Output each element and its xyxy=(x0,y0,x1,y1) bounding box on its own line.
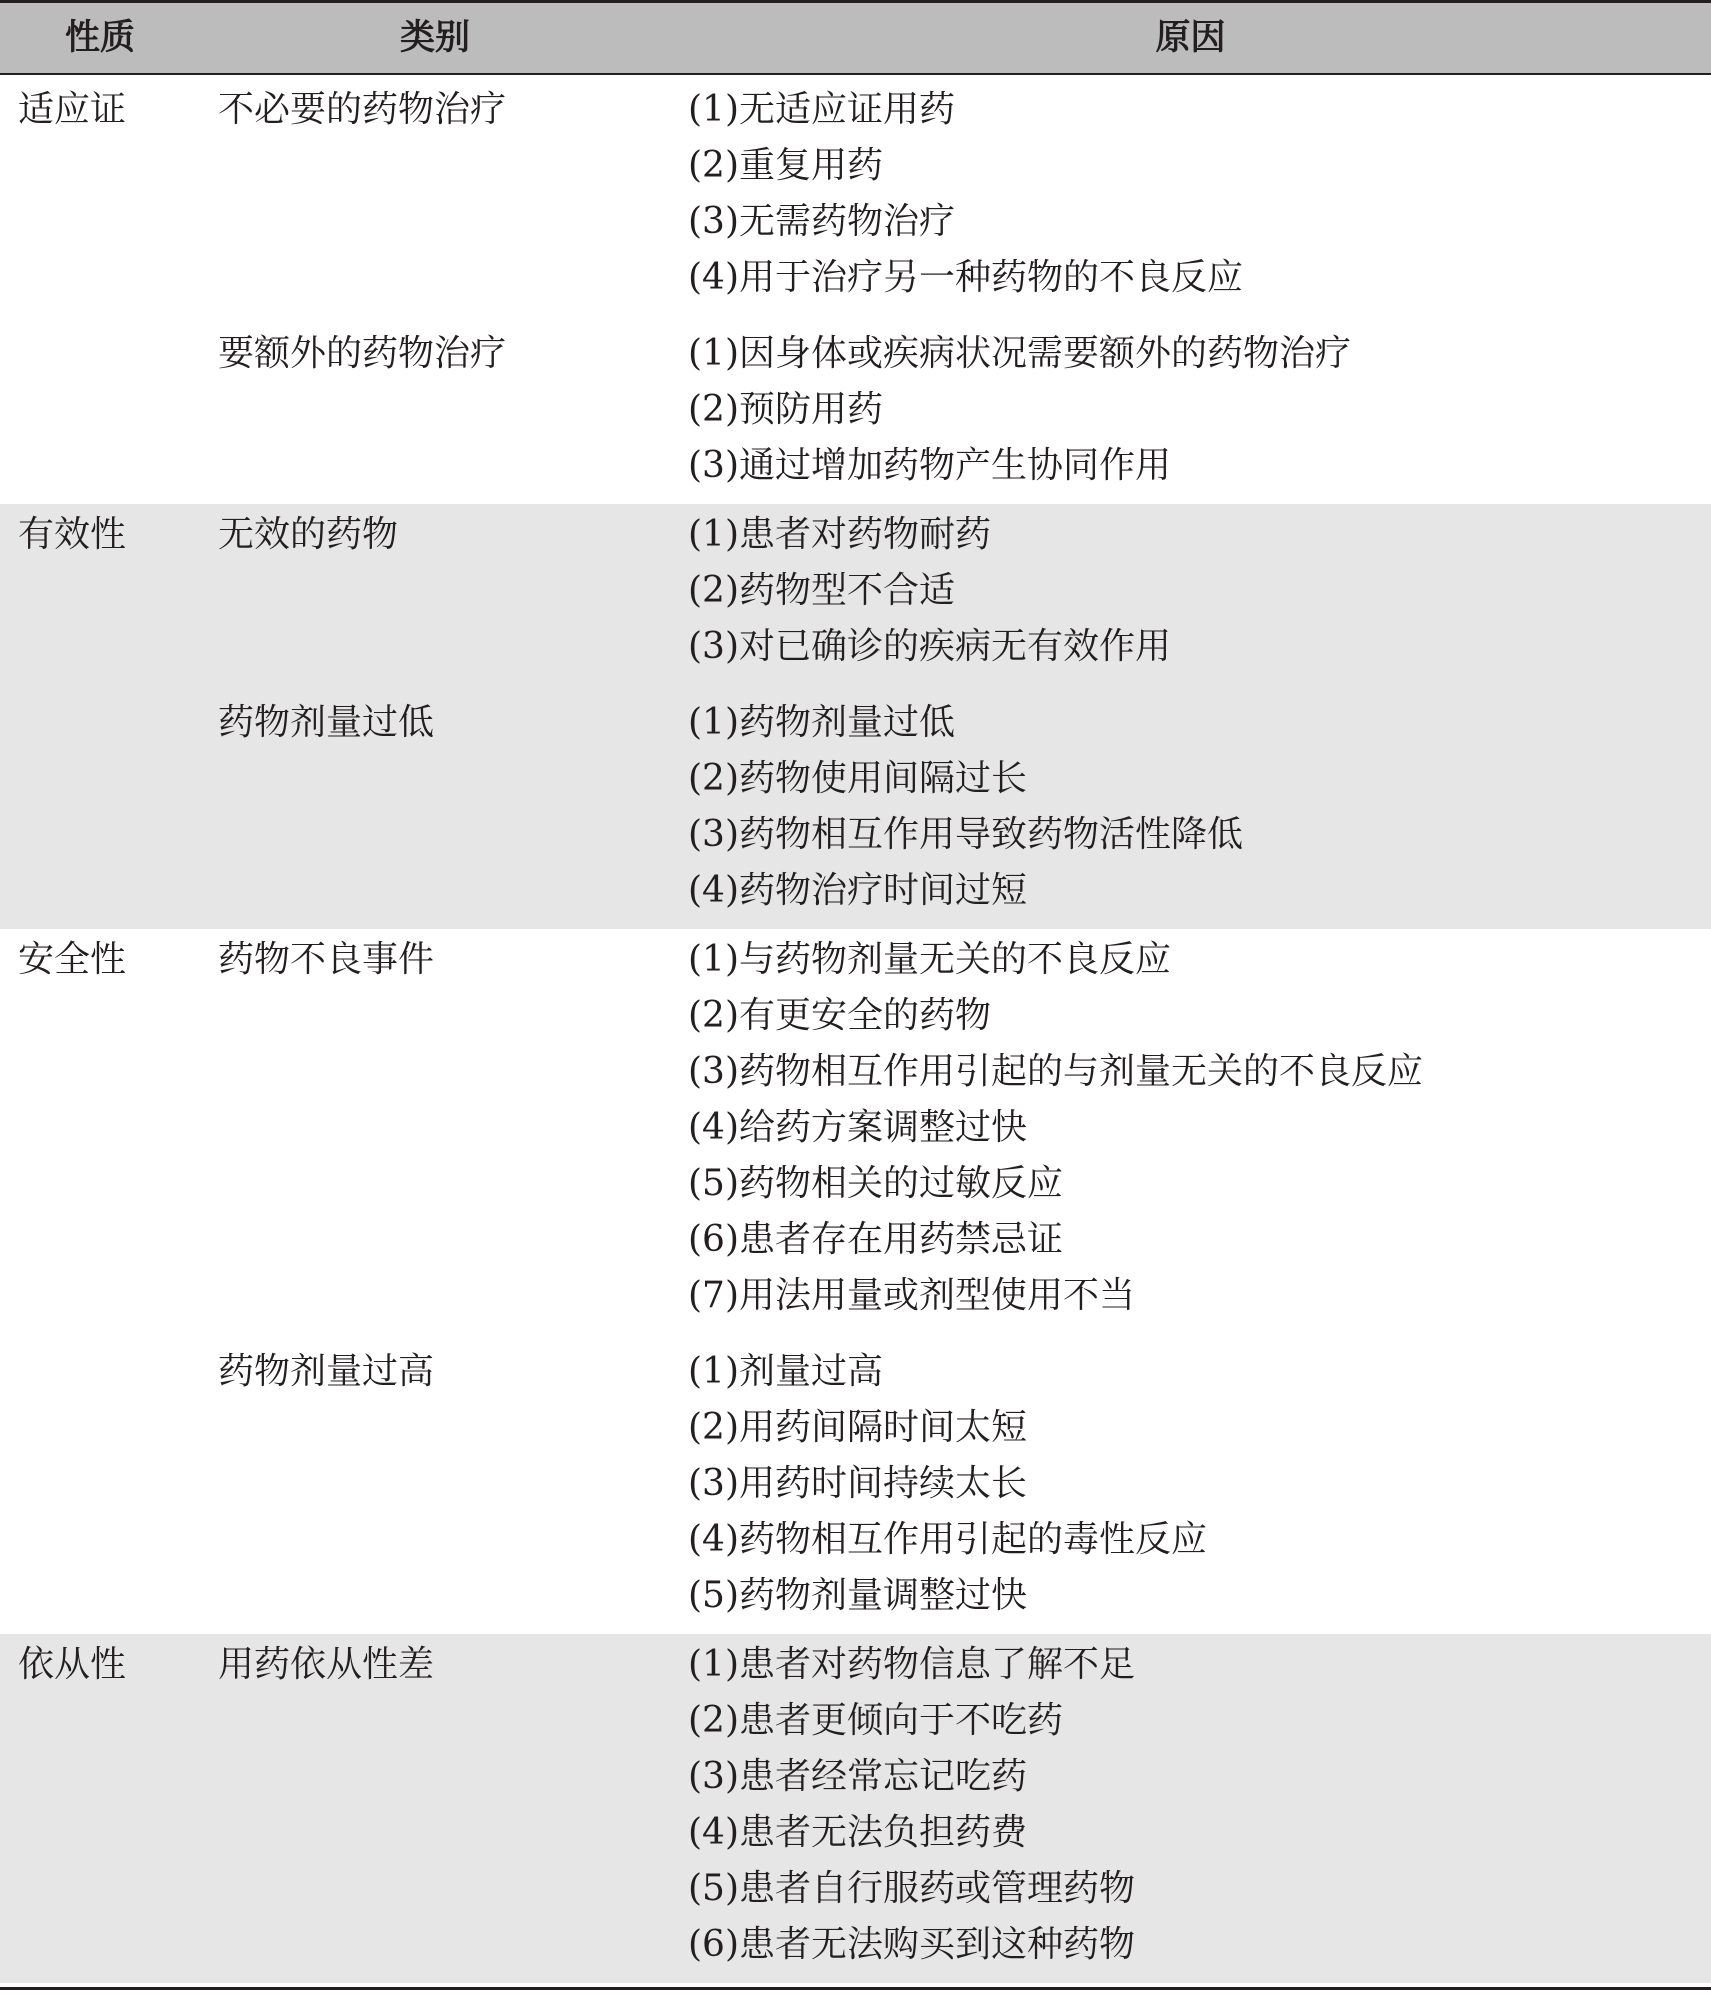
reason-item: (5)药物相关的过敏反应 xyxy=(688,1163,1063,1204)
reason-item: (1)与药物剂量无关的不良反应 xyxy=(688,939,1171,980)
reason-item: (6)患者无法购买到这种药物 xyxy=(688,1924,1135,1965)
category-cell: 药物剂量过低 xyxy=(218,702,435,743)
table-bottom-rule xyxy=(0,1987,1711,1990)
header-category: 类别 xyxy=(399,18,470,58)
reason-item: (4)给药方案调整过快 xyxy=(688,1107,1027,1148)
reason-item: (3)无需药物治疗 xyxy=(688,201,955,242)
category-cell: 药物剂量过高 xyxy=(218,1351,435,1392)
reason-item: (2)重复用药 xyxy=(688,145,883,186)
reason-item: (1)患者对药物耐药 xyxy=(688,514,991,555)
nature-cell: 依从性 xyxy=(18,1644,127,1685)
category-cell: 无效的药物 xyxy=(218,514,399,555)
reason-item: (1)药物剂量过低 xyxy=(688,702,955,743)
nature-cell: 安全性 xyxy=(18,939,127,980)
reason-item: (1)无适应证用药 xyxy=(688,89,955,130)
reason-item: (2)用药间隔时间太短 xyxy=(688,1407,1027,1448)
reason-item: (4)用于治疗另一种药物的不良反应 xyxy=(688,257,1243,298)
reason-item: (5)患者自行服药或管理药物 xyxy=(688,1868,1135,1909)
reason-item: (3)患者经常忘记吃药 xyxy=(688,1756,1027,1797)
reason-item: (3)通过增加药物产生协同作用 xyxy=(688,445,1171,486)
reason-item: (3)对已确诊的疾病无有效作用 xyxy=(688,626,1171,667)
reason-item: (1)剂量过高 xyxy=(688,1351,883,1392)
nature-cell: 适应证 xyxy=(18,89,127,130)
reason-item: (5)药物剂量调整过快 xyxy=(688,1575,1027,1616)
category-cell: 药物不良事件 xyxy=(218,939,435,980)
reason-item: (1)因身体或疾病状况需要额外的药物治疗 xyxy=(688,333,1351,374)
reason-item: (4)药物治疗时间过短 xyxy=(688,870,1027,911)
reason-item: (4)患者无法负担药费 xyxy=(688,1812,1027,1853)
reason-item: (2)药物型不合适 xyxy=(688,570,955,611)
category-cell: 用药依从性差 xyxy=(218,1644,435,1685)
reason-item: (3)用药时间持续太长 xyxy=(688,1463,1027,1504)
reason-item: (2)患者更倾向于不吃药 xyxy=(688,1700,1063,1741)
reason-item: (2)预防用药 xyxy=(688,389,883,430)
category-cell: 要额外的药物治疗 xyxy=(218,333,507,374)
header-reason: 原因 xyxy=(1155,18,1226,58)
nature-cell: 有效性 xyxy=(18,514,127,555)
reason-item: (4)药物相互作用引起的毒性反应 xyxy=(688,1519,1207,1560)
reason-item: (2)药物使用间隔过长 xyxy=(688,758,1027,799)
reason-item: (3)药物相互作用导致药物活性降低 xyxy=(688,814,1243,855)
reason-item: (7)用法用量或剂型使用不当 xyxy=(688,1275,1135,1316)
reason-item: (3)药物相互作用引起的与剂量无关的不良反应 xyxy=(688,1051,1423,1092)
reason-item: (6)患者存在用药禁忌证 xyxy=(688,1219,1063,1260)
category-cell: 不必要的药物治疗 xyxy=(218,89,507,130)
header-nature: 性质 xyxy=(64,18,135,58)
reason-item: (2)有更安全的药物 xyxy=(688,995,991,1036)
reason-item: (1)患者对药物信息了解不足 xyxy=(688,1644,1135,1685)
